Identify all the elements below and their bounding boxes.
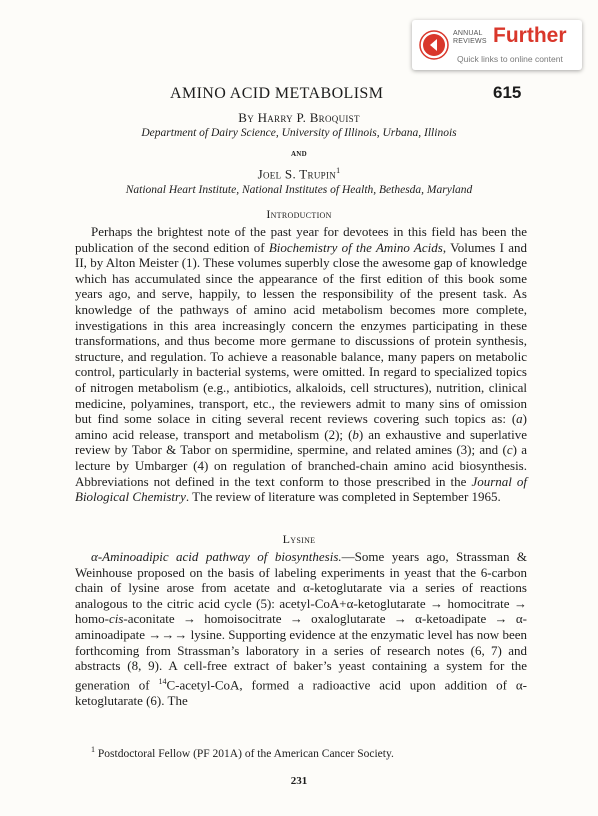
author-1-name: Harry P. Broquist xyxy=(257,110,360,125)
list-marker-c: c xyxy=(506,442,513,458)
intro-text-1: Perhaps the brightest note of the past year for devotees in this field has been the publication of the second edition of xyxy=(75,224,527,255)
author-2-name: Joel S. Trupin xyxy=(257,166,337,182)
quick-links-label: Quick links to online content xyxy=(457,54,563,64)
article-title: AMINO ACID METABOLISM xyxy=(170,85,384,102)
intro-text-3: ) amino acid release, transport and metabolism (2); ( xyxy=(75,411,527,442)
list-marker-b: b xyxy=(352,426,359,442)
by-label: By xyxy=(238,110,254,125)
intro-text-6: . The review of literature was completed in September 1965. xyxy=(185,489,501,505)
author-1-affiliation: Department of Dairy Science, University of Illinois, Urbana, Illinois xyxy=(141,127,457,139)
author-2-line xyxy=(0,166,598,182)
cis-italic: cis xyxy=(108,611,124,627)
isotope-superscript: 14 xyxy=(158,676,167,686)
book-title: Biochemistry of the Amino Acids xyxy=(268,239,443,255)
introduction-paragraph xyxy=(75,224,527,505)
annual-reviews-logo-icon xyxy=(419,30,449,60)
lysine-text-1: —Some years ago, Strassman & Weinhouse proposed on the basis of labeling experiments in yeast that the 6-carbon chain of lysine arose from acetate and α-ketoglutarate via a series of reactions analogous to the citric acid cycle (5): acetyl-CoA+α-ketoglutarate → homocitrate → homo- xyxy=(75,549,527,627)
introduction-heading: Introduction xyxy=(266,207,332,221)
lysine-lead-heading: α-Aminoadipic acid pathway of biosynthesis. xyxy=(91,549,342,564)
author-1-line xyxy=(0,110,598,126)
lysine-heading: Lysine xyxy=(282,532,316,546)
footnote xyxy=(91,745,394,760)
further-label: Further xyxy=(493,24,567,47)
annual-reviews-wordmark xyxy=(453,30,487,46)
author-2-footnote-mark: 1 xyxy=(336,166,341,175)
annual-reviews-further-banner[interactable] xyxy=(412,20,582,70)
footnote-mark: 1 xyxy=(91,745,95,754)
intro-text-5: ) a lecture by Umbarger (4) on regulation of branched-chain amino acid biosynthesis. Abbreviations not defined in the text conform to those prescribed in the xyxy=(75,442,527,489)
journal-title: Journal of Biological Chemistry xyxy=(75,473,527,505)
annual-label: ANNUAL xyxy=(453,30,483,37)
folio: 231 xyxy=(290,775,308,787)
intro-text-4: ) an exhaustive and superlative review by Tabor & Tabor on spermidine, spermine, and related amines (3); and ( xyxy=(75,426,528,458)
lysine-text-3: C-acetyl-CoA, formed a radioactive acid upon addition of α-ketoglutarate (6). The xyxy=(75,677,527,708)
page-number: 615 xyxy=(493,83,522,102)
lysine-text-2: -aconitate → homoisocitrate → oxaloglutarate → α-ketoadipate → α-aminoadipate →→→ lysine. Supporting evidence at the enzymatic level has now been forthcoming from Strassman’s laboratory in a series of research notes (6, 7) and abstracts (8, 9). A cell-free extract of baker’s yeast containing a system for the generation of xyxy=(75,611,527,693)
and-separator: and xyxy=(290,148,308,159)
footnote-text: Postdoctoral Fellow (PF 201A) of the American Cancer Society. xyxy=(95,747,394,760)
intro-text-2: , Volumes I and II, by Alton Meister (1). These volumes superbly close the awesome gap of knowledge which has accumulated since the appearance of the first edition of this book some years ago, and serve, happily, to lessen the responsibility of the present task. As knowledge of the pathways of amino acid metabolism becomes more complete, investigations in this area increasingly concern the enzymes participating in these transformations, and thus become more germane to discussions of protein synthesis, structure, and regulation. To achieve a reasonable balance, many papers on metabolic control, particularly in bacterial systems, were omitted. In regard to specialized topics of nitrogen metabolism (e.g., antibiotics, alkaloids, cell structures), nutrition, clinical medicine, polyamines, transport, etc., the reviewers admit to many sins of omission but find some solace in citing several recent reviews covering such topics as: ( xyxy=(75,239,527,427)
list-marker-a: a xyxy=(516,411,523,427)
lysine-paragraph xyxy=(75,549,527,708)
reviews-label: REVIEWS xyxy=(453,38,487,45)
author-2-affiliation: National Heart Institute, National Institutes of Health, Bethesda, Maryland xyxy=(125,184,473,196)
